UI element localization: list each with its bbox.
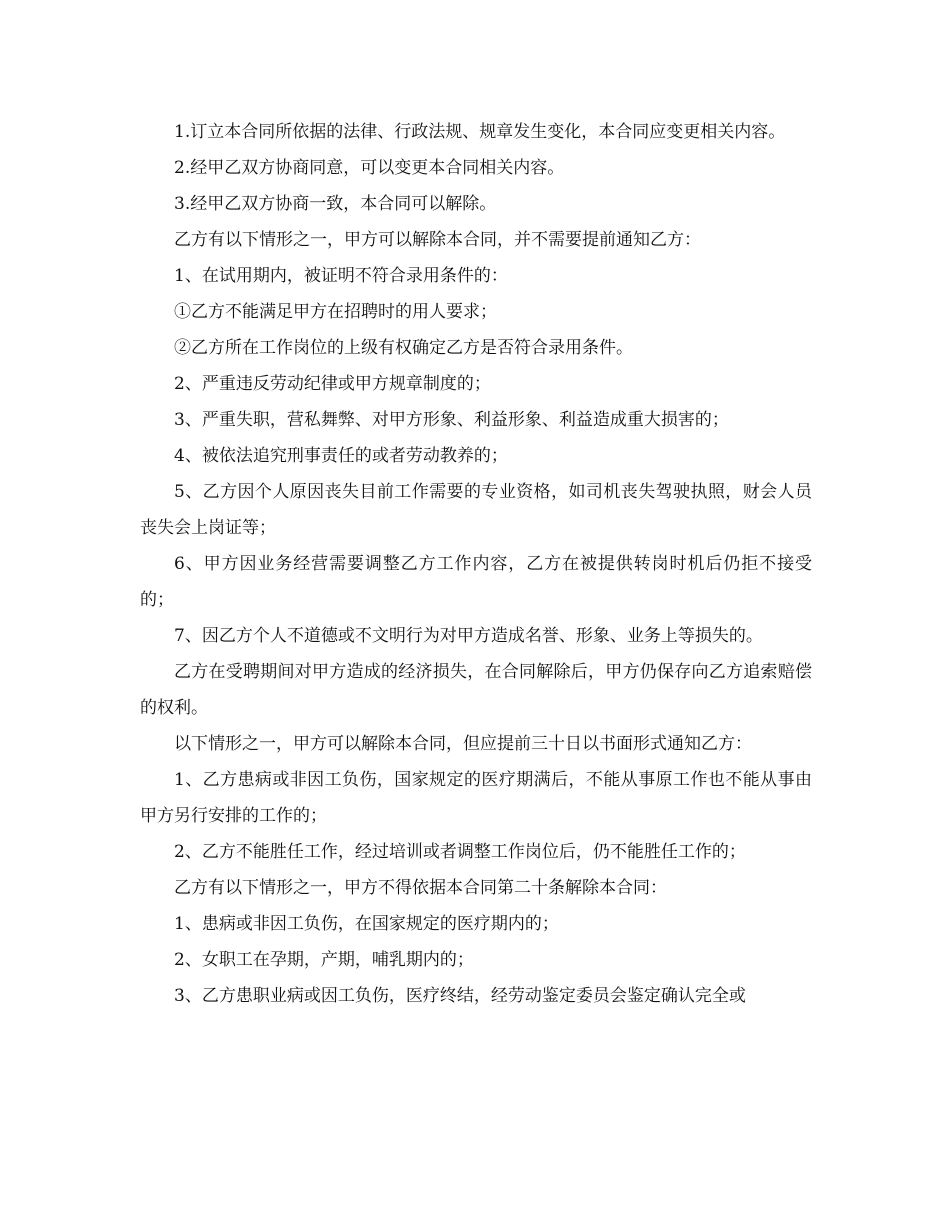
paragraph-8: 2、严重违反劳动纪律或甲方规章制度的； <box>174 374 491 394</box>
paragraph-5: 1、在试用期内，被证明不符合录用条件的： <box>174 266 508 286</box>
paragraph-9: 3、严重失职，营私舞弊、对甲方形象、利益形象、利益造成重大损害的； <box>174 410 729 430</box>
paragraph-6: ①乙方不能满足甲方在招聘时的用人要求； <box>174 302 497 322</box>
paragraph-17: 2、乙方不能胜任工作，经过培训或者调整工作岗位后，仍不能胜任工作的； <box>174 842 746 862</box>
paragraph-10: 4、被依法追究刑事责任的或者劳动教养的； <box>174 446 508 466</box>
paragraph-7: ②乙方所在工作岗位的上级有权确定乙方是否符合录用条件。 <box>174 338 633 358</box>
paragraph-4: 乙方有以下情形之一，甲方可以解除本合同，并不需要提前通知乙方： <box>174 230 701 250</box>
document-body <box>140 114 812 1014</box>
paragraph-15: 以下情形之一，甲方可以解除本合同，但应提前三十日以书面形式通知乙方： <box>174 734 752 754</box>
paragraph-11: 5、乙方因个人原因丧失目前工作需要的专业资格，如司机丧失驾驶执照，财会人员丧失会上岗证等； <box>140 482 812 538</box>
paragraph-13: 7、因乙方个人不道德或不文明行为对甲方造成名誉、形象、业务上等损失的。 <box>174 626 763 646</box>
paragraph-3: 3.经甲乙双方协商一致，本合同可以解除。 <box>174 194 497 214</box>
paragraph-12: 6、甲方因业务经营需要调整乙方工作内容，乙方在被提供转岗时机后仍拒不接受的； <box>140 554 812 610</box>
paragraph-14: 乙方在受聘期间对甲方造成的经济损失，在合同解除后，甲方仍保存向乙方追索赔偿的权利。 <box>140 662 812 718</box>
paragraph-21: 3、乙方患职业病或因工负伤，医疗终结，经劳动鉴定委员会鉴定确认完全或 <box>174 986 746 1006</box>
paragraph-2: 2.经甲乙双方协商同意，可以变更本合同相关内容。 <box>174 158 565 178</box>
paragraph-19: 1、患病或非因工负伤，在国家规定的医疗期内的； <box>174 914 559 934</box>
paragraph-18: 乙方有以下情形之一，甲方不得依据本合同第二十条解除本合同： <box>174 878 667 898</box>
paragraph-16: 1、乙方患病或非因工负伤，国家规定的医疗期满后，不能从事原工作也不能从事由甲方另行安排的工作的； <box>140 770 812 826</box>
paragraph-1: 1.订立本合同所依据的法律、行政法规、规章发生变化，本合同应变更相关内容。 <box>174 122 786 142</box>
paragraph-20: 2、女职工在孕期，产期，哺乳期内的； <box>174 950 474 970</box>
